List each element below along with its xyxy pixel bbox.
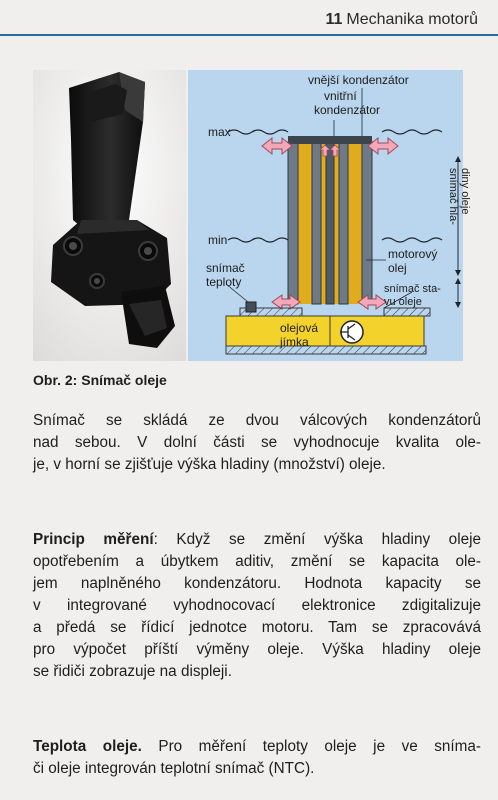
- label-engine-oil-2: olej: [388, 261, 407, 275]
- page-header: [0, 0, 498, 40]
- temperature-sensor-element: [246, 302, 256, 312]
- label-temp-sensor-2: teploty: [206, 275, 242, 289]
- paragraph-description: [33, 410, 481, 476]
- label-inner-capacitor-2: kondenzátor: [314, 103, 381, 117]
- paragraph-line: pro výpočet příští výměny oleje. Výška hladiny oleje: [33, 641, 481, 658]
- paragraph-line: Snímač se skládá ze dvou válcových kondenzátorů: [33, 412, 481, 429]
- label-min: min: [208, 233, 228, 247]
- label-level-sensor-2: diny oleje: [459, 168, 471, 215]
- label-inner-capacitor-1: vnitřní: [324, 89, 357, 103]
- paragraph-oil-temperature: [33, 736, 481, 780]
- chapter-number: 11: [325, 11, 343, 28]
- outer-capacitor-left-tube: [288, 142, 298, 304]
- sensor-photo-illustration: [33, 70, 186, 361]
- inner-capacitor-left-tube: [312, 142, 321, 304]
- figure-caption: Obr. 2: Snímač oleje: [33, 372, 167, 388]
- chapter-heading: [325, 11, 478, 29]
- inner-capacitor-right-tube: [339, 142, 348, 304]
- paragraph-text: : Když se změní výška hladiny oleje: [153, 531, 481, 548]
- label-sump-2: jímka: [280, 335, 309, 349]
- paragraph-line: a předá se řídicí jednotce motoru. Tam se zpracovává: [33, 619, 481, 636]
- label-state-sensor-2: vu oleje: [384, 296, 422, 308]
- paragraph-line: v integrované vyhodnocovací elektronice zdigitalizuje: [33, 597, 481, 614]
- label-state-sensor-1: snímač sta-: [384, 283, 441, 295]
- label-temp-sensor-1: snímač: [206, 261, 245, 275]
- label-max: max: [208, 125, 231, 139]
- paragraph-line: se řidiči zobrazuje na displeji.: [33, 663, 232, 680]
- paragraph-measuring-principle: [33, 529, 481, 683]
- sensor-photo: [33, 70, 186, 361]
- header-rule: [0, 34, 498, 36]
- outer-capacitor-right-tube: [362, 142, 372, 304]
- paragraph-line: jem naplněného kondenzátoru. Hodnota kapacity se: [33, 575, 481, 592]
- paragraph-line: [33, 529, 481, 551]
- paragraph-line: opotřebením a úbytkem aditiv, změní se kapacita ole-: [33, 553, 481, 570]
- paragraph-text: Pro měření teploty oleje je ve sníma-: [141, 738, 481, 755]
- paragraph-line: nad sebou. V dolní části se vyhodnocuje kvalita ole-: [33, 434, 481, 451]
- paragraph-line: je, v horní se zjišťuje výška hladiny (množství) oleje.: [33, 456, 386, 473]
- figure: [33, 70, 471, 365]
- label-sump-1: olejová: [280, 321, 319, 335]
- label-outer-capacitor: vnější kondenzátor: [308, 73, 409, 87]
- chapter-title: Mechanika motorů: [346, 11, 478, 28]
- paragraph-line: [33, 736, 481, 758]
- label-level-sensor-1: snímač hla-: [447, 168, 459, 225]
- label-engine-oil-1: motorový: [388, 247, 438, 261]
- paragraph-line: či oleje integrován teplotní snímač (NTC).: [33, 760, 315, 777]
- paragraph-lead: Princip měření: [33, 531, 154, 548]
- sensor-diagram: [188, 70, 471, 361]
- paragraph-lead: Teplota oleje.: [33, 738, 142, 755]
- center-rod: [326, 142, 334, 304]
- sensor-diagram-drawing: [188, 70, 471, 361]
